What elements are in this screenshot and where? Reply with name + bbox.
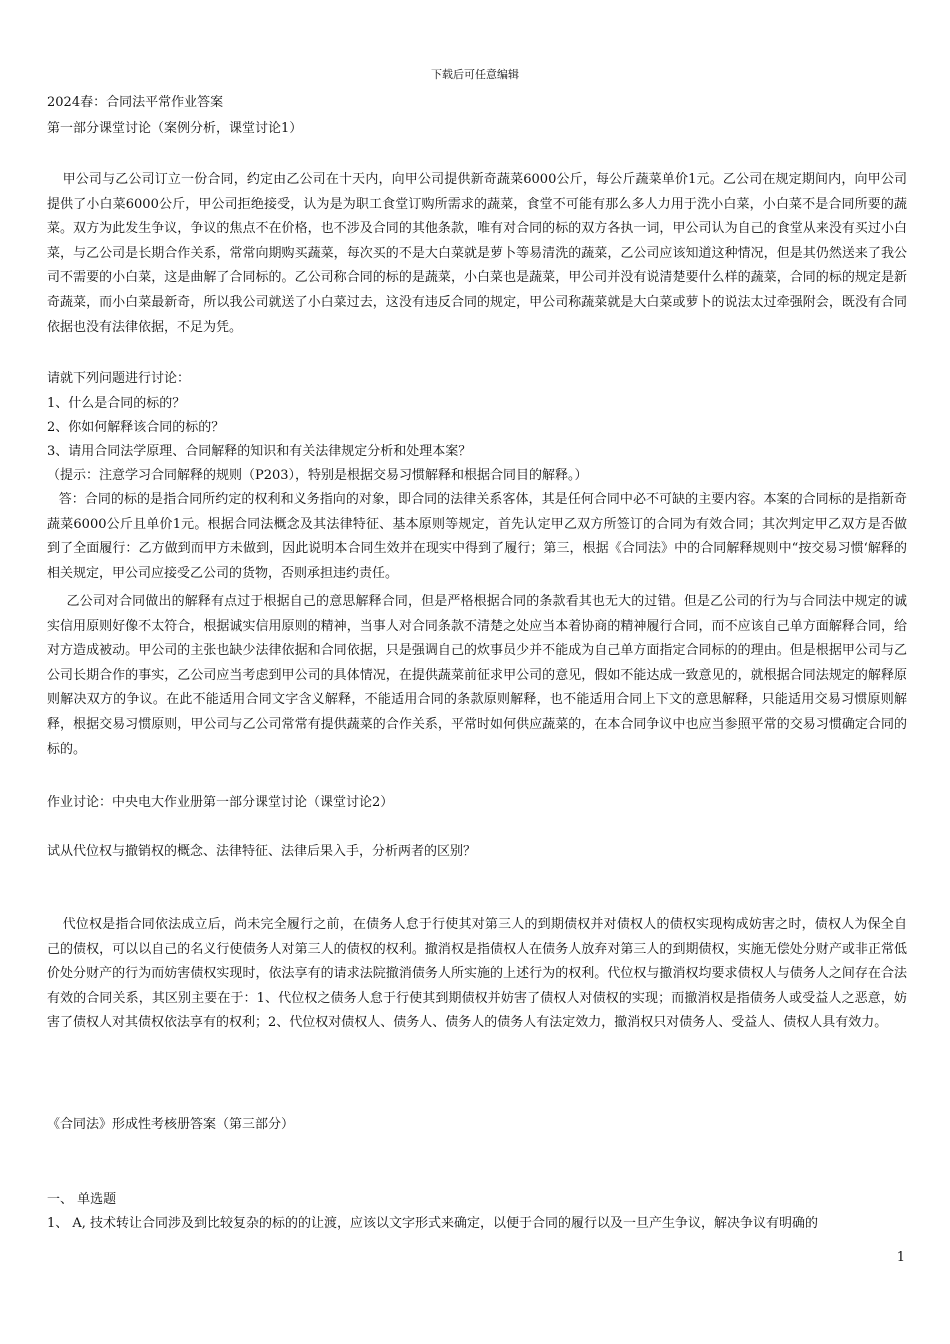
homework-answer-paragraph: 代位权是指合同依法成立后，尚未完全履行之前，在债务人怠于行使其对第三人的到期债权并对债权人的债权实现构成妨害之时，债权人为保全自己的债权，可以以自己的名义行使债务人对第三人的债权的权利。撤消权是指债权人在债务人放弃对第三人的到期债权，实施无偿处分财产或非正常低价处分财产的行为而妨害债权实现时，依法享有的请求法院撤消债务人所实施的上述行为的权利。代位权与撤消权均要求债权人与债务人之间存在合法有效的合同关系，其区别主要在于：1、代位权之债务人怠于行使其到期债权并妨害了债权人对债权的实现；而撤消权是指债务人或受益人之恶意，妨害了债权人对其债权依法享有的权利；2、代位权对债权人、债务人、债务人的债务人有法定效力，撤消权只对债务人、受益人、债权人具有效力。: [47, 917, 907, 1031]
homework-title: 作业讨论：中央电大作业册第一部分课堂讨论（课堂讨论2）: [47, 795, 394, 810]
single-choice-title: 一、 单选题: [47, 1192, 117, 1207]
homework-question: 试从代位权与撤销权的概念、法律特征、法律后果入手，分析两者的区别？: [47, 844, 477, 859]
header-note: 下载后可任意编辑: [431, 68, 519, 81]
answer-paragraph-1: 答：合同的标的是指合同所约定的权利和义务指向的对象，即合同的法律关系客体，其是任何合同中必不可缺的主要内容。本案的合同标的是指新奇蔬菜6000公斤且单价1元。根据合同法概念及其法律特征、基本原则等规定，首先认定甲乙双方所签订的合同为有效合同；其次判定甲乙双方是否做到了全面履行：乙方做到而甲方未做到，因此说明本合同生效并在现实中得到了履行；第三，根据《合同法》中的合同解释规则中“按交易习惯‘解释的相关规定，甲公司应接受乙公司的货物，否则承担违约责任。: [47, 492, 907, 581]
answer-paragraph-2: 乙公司对合同做出的解释有点过于根据自己的意思解释合同，但是严格根据合同的条款看其也无大的过错。但是乙公司的行为与合同法中规定的诚实信用原则好像不太符合，根据诚实信用原则的精神，当事人对合同条款不清楚之处应当本着协商的精神履行合同，而不应该自己单方面解释合同，给对方造成被动。甲公司的主张也缺少法律依据和合同依据，只是强调自己的炊事员少并不能成为自己单方面指定合同标的的理由。但是根据甲公司与乙公司长期合作的事实，乙公司应当考虑到甲公司的具体情况，在提供蔬菜前征求甲公司的意见，假如不能达成一致意见的，就根据合同法规定的解释原则解决双方的争议。在此不能适用合同文字含义解释，不能适用合同的条款原则解释，也不能适用合同上下文的意思解释，只能适用交易习惯原则解释，根据交易习惯原则，甲公司与乙公司常常有提供蔬菜的合作关系，平常时如何供应蔬菜的，在本合同争议中也应当参照平常的交易习惯确定合同的标的。: [47, 594, 907, 757]
case-paragraph: 甲公司与乙公司订立一份合同，约定由乙公司在十天内，向甲公司提供新奇蔬菜6000公斤，每公斤蔬菜单价1元。乙公司在规定期间内，向甲公司提供了小白菜6000公斤，甲公司拒绝接受，认为是为职工食堂订购所需求的蔬菜，食堂不可能有那么多人力用于洗小白菜，小白菜不是合同所要的蔬菜。双方为此发生争议，争议的焦点不在价格，也不涉及合同的其他条款，唯有对合同的标的双方各执一词，甲公司认为自己的食堂从来没有买过小白菜，与乙公司是长期合作关系，常常向期购买蔬菜，每次买的不是大白菜就是萝卜等易清洗的蔬菜，乙公司应该知道这种情况，但是其仍然送来了我公司不需要的小白菜，这是曲解了合同标的。乙公司称合同的标的是蔬菜，小白菜也是蔬菜，甲公司并没有说清楚要什么样的蔬菜，合同的标的规定是新奇蔬菜，而小白菜最新奇，所以我公司就送了小白菜过去，这没有违反合同的规定，甲公司称蔬菜就是大白菜或萝卜的说法太过牵强附会，既没有合同依据也没有法律依据，不足为凭。: [47, 172, 907, 335]
section1-title: 第一部分课堂讨论（案例分析，课堂讨论1）: [47, 121, 303, 136]
discussion-question-1: 1、什么是合同的标的？: [47, 396, 186, 411]
discussion-prompt: 请就下列问题进行讨论：: [47, 371, 191, 386]
part3-title: 《合同法》形成性考核册答案（第三部分）: [47, 1117, 295, 1132]
page-number: 1: [896, 1250, 905, 1265]
discussion-question-3: 3、请用合同法学原理、合同解释的知识和有关法律规定分析和处理本案？: [47, 444, 472, 459]
discussion-question-2: 2、你如何解释该合同的标的？: [47, 420, 225, 435]
discussion-hint: （提示：注意学习合同解释的规则（P203），特别是根据交易习惯解释和根据合同目的解释。）: [47, 468, 588, 483]
document-title: 2024春：合同法平常作业答案: [47, 95, 224, 110]
choice-item-1: 1、 A, 技术转让合同涉及到比较复杂的标的的让渡，应该以文字形式来确定，以便于合同的履行以及一旦产生争议，解决争议有明确的: [47, 1216, 819, 1231]
